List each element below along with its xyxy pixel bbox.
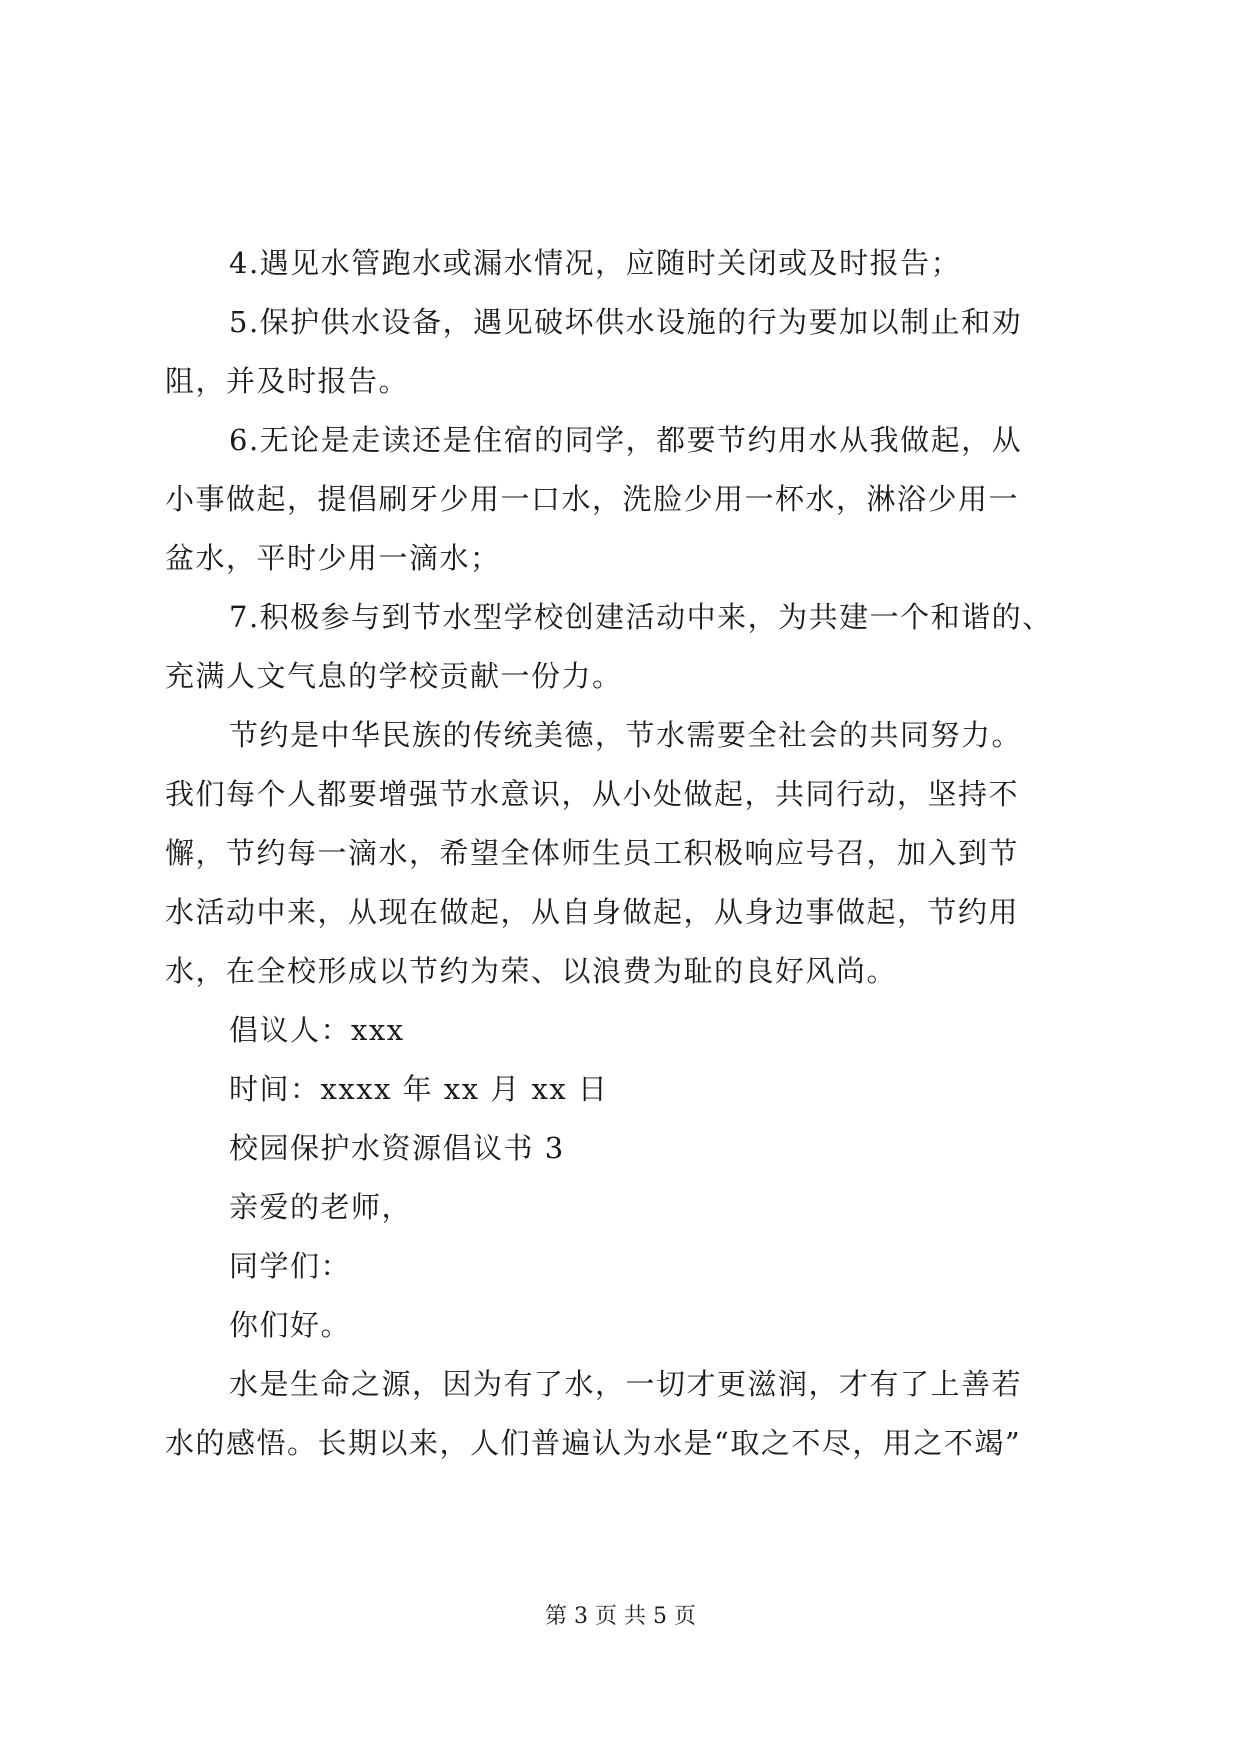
section-title: 校园保护水资源倡议书 3	[229, 1131, 565, 1165]
text-line: 水是生命之源，因为有了水，一切才更滋润，才有了上善若	[229, 1367, 1023, 1401]
document-body	[165, 234, 1085, 1473]
text-line: 水，在全校形成以节约为荣、以浪费为耻的良好风尚。	[165, 954, 898, 988]
text-line: 节约是中华民族的传统美德，节水需要全社会的共同努力。	[229, 718, 1023, 752]
greeting-line: 你们好。	[229, 1308, 352, 1342]
text-line: 5.保护供水设备，遇见破坏供水设施的行为要加以制止和劝	[229, 305, 1023, 339]
text-line: 懈，节约每一滴水，希望全体师生员工积极响应号召，加入到节	[165, 836, 1020, 870]
salutation-line: 亲爱的老师，	[229, 1190, 413, 1224]
text-line: 我们每个人都要增强节水意识，从小处做起，共同行动，坚持不	[165, 777, 1020, 811]
text-line: 水活动中来，从现在做起，从自身做起，从身边事做起，节约用	[165, 895, 1020, 929]
signature-line: 倡议人：xxx	[229, 1013, 405, 1047]
text-line: 4.遇见水管跑水或漏水情况，应随时关闭或及时报告；	[229, 246, 962, 280]
text-line: 小事做起，提倡刷牙少用一口水，洗脸少用一杯水，淋浴少用一	[165, 482, 1020, 516]
text-line: 7.积极参与到节水型学校创建活动中来，为共建一个和谐的、	[229, 600, 1053, 634]
date-line: 时间：xxxx 年 xx 月 xx 日	[229, 1072, 609, 1106]
salutation-line: 同学们：	[229, 1249, 352, 1283]
text-line: 充满人文气息的学校贡献一份力。	[165, 659, 623, 693]
text-line: 阻，并及时报告。	[165, 364, 410, 398]
text-line: 盆水，平时少用一滴水；	[165, 541, 501, 575]
text-line: 水的感悟。长期以来，人们普遍认为水是“取之不尽，用之不竭”	[165, 1426, 1022, 1460]
page-number-footer: 第 3 页 共 5 页	[545, 1604, 696, 1629]
text-line: 6.无论是走读还是住宿的同学，都要节约用水从我做起，从	[229, 423, 1023, 457]
